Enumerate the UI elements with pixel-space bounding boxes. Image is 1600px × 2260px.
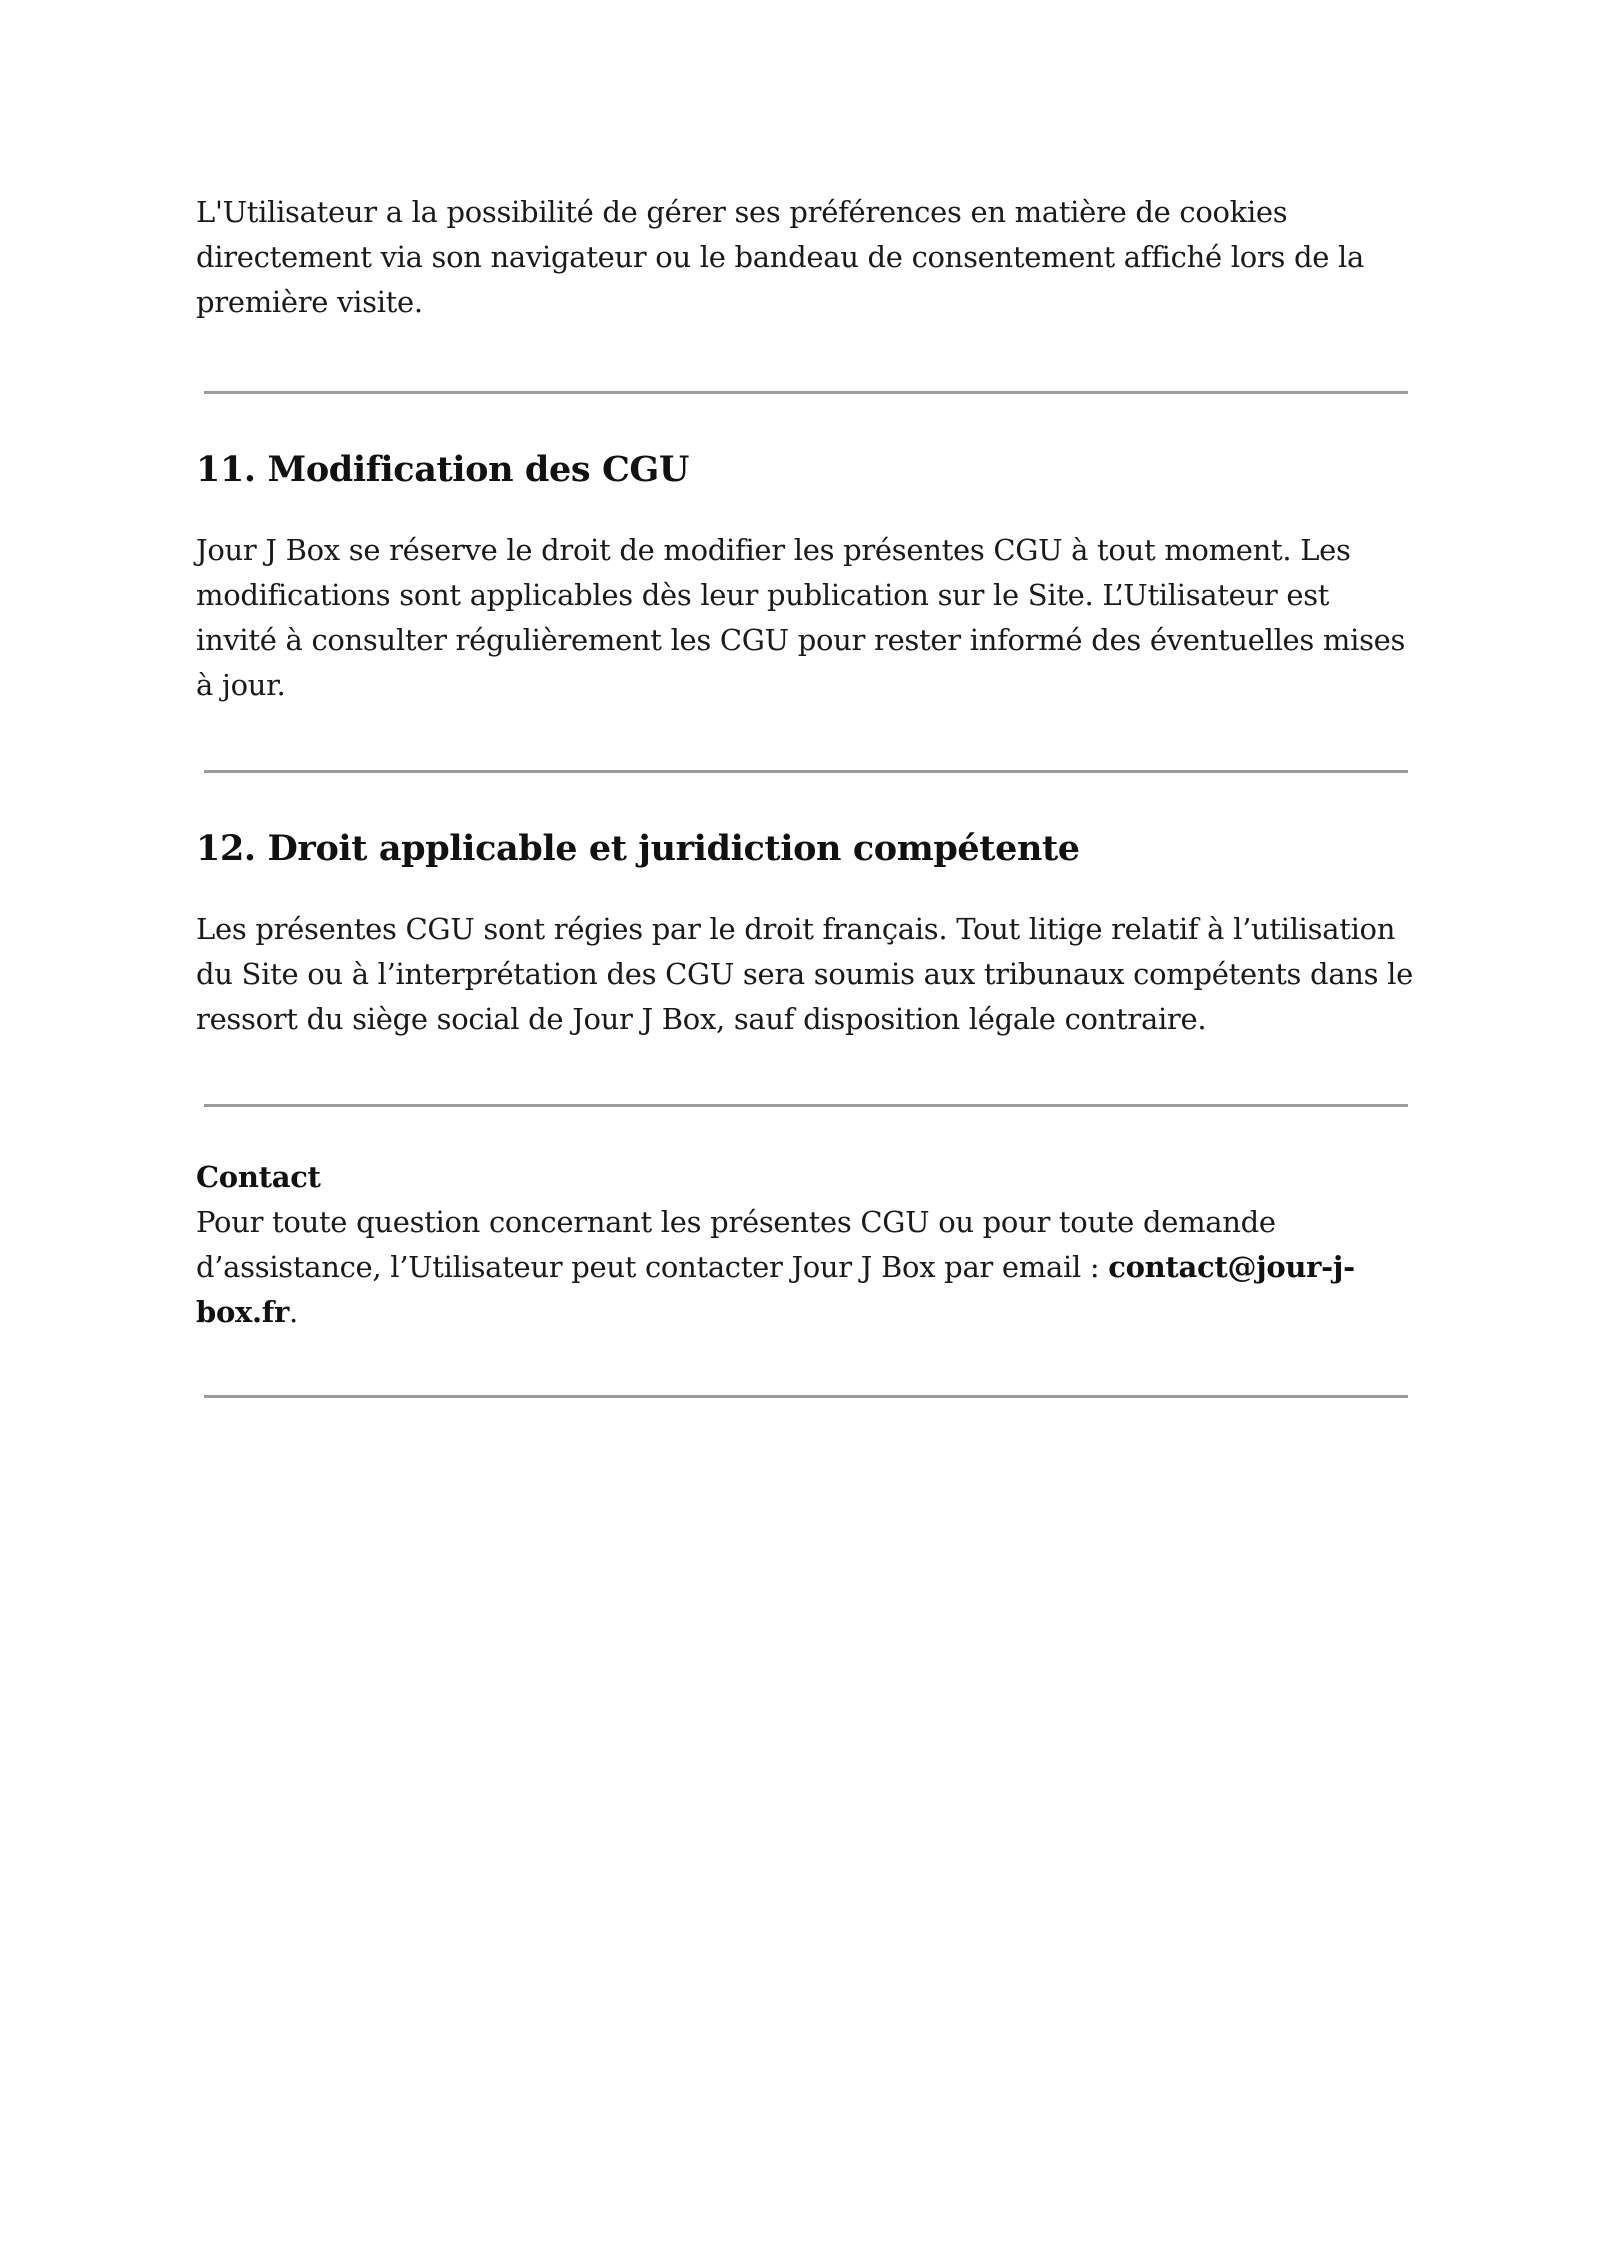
section-divider [204, 391, 1408, 394]
contact-heading: Contact [196, 1160, 321, 1194]
contact-email-link[interactable]: contact@jour-j-box.fr [196, 1250, 1355, 1329]
section-divider [204, 1104, 1408, 1107]
section-11-heading: 11. Modification des CGU [196, 449, 690, 490]
section-12-paragraph: Les présentes CGU sont régies par le droit français. Tout litige relatif à l’utilisation du Site ou à l’interprétation des CGU sera soumis aux tribunaux compétents dans le ressort du siège social de Jour J Box, sauf disposition légale contraire. [196, 912, 1414, 1036]
section-divider [204, 770, 1408, 773]
contact-text: Pour toute question concernant les présentes CGU ou pour toute demande d’assistance, l’Utilisateur peut contacter Jour J Box par email : [196, 1205, 1276, 1284]
section-12-heading: 12. Droit applicable et juridiction compétente [196, 828, 1080, 869]
contact-trailing: . [288, 1295, 298, 1329]
section-divider [204, 1395, 1408, 1398]
section-11-paragraph: Jour J Box se réserve le droit de modifier les présentes CGU à tout moment. Les modifications sont applicables dès leur publication sur le Site. L’Utilisateur est invité à consulter régulièrement les CGU pour rester informé des éventuelles mises à jour. [196, 533, 1406, 702]
cookies-paragraph: L'Utilisateur a la possibilité de gérer ses préférences en matière de cookies directement via son navigateur ou le bandeau de consentement affiché lors de la première visite. [196, 195, 1364, 319]
document-page [196, 190, 1416, 1398]
contact-paragraph [196, 1200, 1416, 1335]
